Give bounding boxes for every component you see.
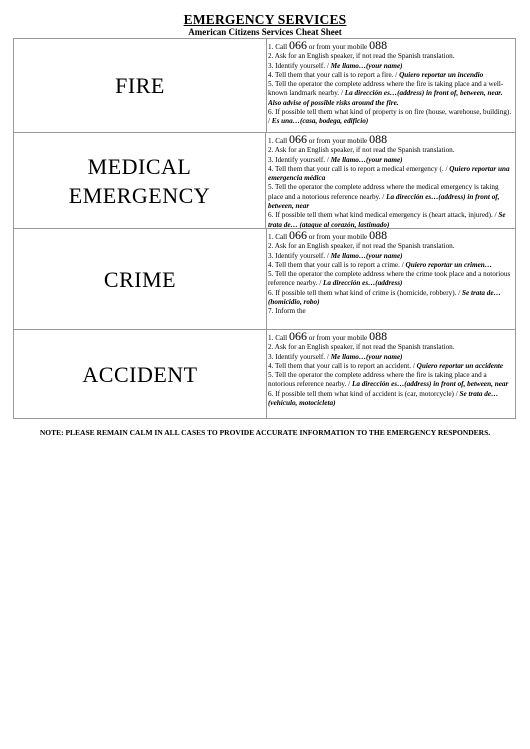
step-item: 5. Tell the operator the complete address where the crime took place and a notorious reference nearby. / La dirección es…(address) <box>268 270 511 288</box>
spanish-phrase: Quiero reportar un accidente <box>416 361 504 370</box>
spanish-phrase: Se trata de… (homicidio, robo) <box>268 288 501 307</box>
emergency-number: 066 <box>288 231 307 242</box>
spanish-phrase: Me llamo…(your name) <box>330 155 403 164</box>
emergency-number: 066 <box>288 135 307 146</box>
spanish-phrase: Se trata de… (ataque al corazón, lastimado) <box>268 211 506 228</box>
spanish-phrase: Quiero reportar un crimen… <box>405 260 492 269</box>
step-list <box>268 41 513 132</box>
mobile-number: 088 <box>369 41 388 52</box>
step-item: 2. Ask for an English speaker, if not read the Spanish translation. <box>268 242 455 251</box>
spanish-phrase: La dirección es…(address) <box>323 279 403 288</box>
step-call: 1. Call 066 or from your mobile 088 <box>268 332 513 343</box>
section-fire <box>14 39 515 133</box>
step-item: 3. Identify yourself. / Me llamo…(your name) <box>268 61 403 70</box>
step-item: 2. Ask for an English speaker, if not read the Spanish translation. <box>268 146 455 155</box>
spanish-phrase: La dirección es…(address) in front of, between, near <box>351 380 509 389</box>
step-item: 6. If possible tell them what kind medical emergency is (heart attack, injured). / Se trata de… (ataque al corazón, lastimado) <box>268 211 506 228</box>
step-item: 4. Tell them that your call is to report a fire. / Quiero reportar un incendio <box>268 70 484 79</box>
category-label: FIRE <box>14 39 267 132</box>
step-item: 3. Identify yourself. / Me llamo…(your name) <box>268 251 403 260</box>
step-item: 7. Inform the <box>268 307 306 316</box>
step-item: 5. Tell the operator the complete address where the fire is taking place and a notorious reference nearby. / La dirección es…(address) in front of, between, near <box>268 371 509 389</box>
step-list <box>268 332 513 418</box>
spanish-phrase: Me llamo…(your name) <box>330 352 403 361</box>
spanish-phrase: Quiero reportar una emergencia médica <box>268 164 510 183</box>
spanish-phrase: Es una…(casa, bodega, edificio) <box>271 117 369 126</box>
step-item: 3. Identify yourself. / Me llamo…(your name) <box>268 352 403 361</box>
section-medical-emergency <box>14 133 515 229</box>
step-item: 4. Tell them that your call is to report a medical emergency (. / Quiero reportar una emergencia médica <box>268 164 510 183</box>
step-item: 4. Tell them that your call is to report an accident. / Quiero reportar un accidente <box>268 361 504 370</box>
mobile-number: 088 <box>369 332 388 343</box>
category-label: CRIME <box>14 229 267 329</box>
mobile-number: 088 <box>369 135 388 146</box>
step-item: 3. Identify yourself. / Me llamo…(your name) <box>268 155 403 164</box>
section-accident <box>14 330 515 418</box>
emergency-number: 066 <box>288 332 307 343</box>
step-item: 2. Ask for an English speaker, if not read the Spanish translation. <box>268 343 455 352</box>
category-label: ACCIDENT <box>14 330 267 418</box>
step-call: 1. Call 066 or from your mobile 088 <box>268 135 513 146</box>
step-list <box>268 231 513 329</box>
step-list <box>268 135 513 228</box>
page-subtitle: American Citizens Services Cheat Sheet <box>188 27 342 37</box>
step-item: 6. If possible tell them what kind of property is on fire (house, warehouse, building). / Es una…(casa, bodega, edificio) <box>268 108 512 126</box>
step-item: 2. Ask for an English speaker, if not read the Spanish translation. <box>268 52 455 61</box>
category-label: MEDICAL EMERGENCY <box>14 133 266 228</box>
spanish-phrase: La dirección es…(address) in front of, between, near. Also advise of possible risks around the fire. <box>268 89 503 107</box>
spanish-phrase: Quiero reportar un incendio <box>399 70 484 79</box>
step-call: 1. Call 066 or from your mobile 088 <box>268 41 513 52</box>
spanish-phrase: Se trata de… (vehículo, motocicleta) <box>268 389 499 408</box>
cheat-sheet-table <box>13 38 516 419</box>
page-title: EMERGENCY SERVICES <box>183 12 347 27</box>
step-item: 5. Tell the operator the complete address where the fire is taking place and a well-known landmark nearby. / La dirección es…(address) in front of, between, near. Also advise of possible risks around the fire. <box>268 80 504 107</box>
footer-note: NOTE: PLEASE REMAIN CALM IN ALL CASES TO PROVIDE ACCURATE INFORMATION TO THE EMERGENCY RESPONDERS. <box>39 428 491 437</box>
section-crime <box>14 229 515 330</box>
emergency-number: 066 <box>288 41 307 52</box>
step-item: 6. If possible tell them what kind of accident is (car, motorcycle) / Se trata de… (vehículo, motocicleta) <box>268 389 499 408</box>
step-item: 5. Tell the operator the complete address where the medical emergency is taking place and a notorious reference nearby. / La dirección es…(address) in front of, between, near <box>268 183 500 211</box>
spanish-phrase: La dirección es…(address) in front of, between, near <box>268 192 500 211</box>
step-item: 4. Tell them that your call is to report a crime. / Quiero reportar un crimen… <box>268 260 492 269</box>
step-call: 1. Call 066 or from your mobile 088 <box>268 231 513 242</box>
step-item: 6. If possible tell them what kind of crime is (homicide, robbery). / Se trata de… (homicidio, robo) <box>268 288 501 307</box>
mobile-number: 088 <box>369 231 388 242</box>
spanish-phrase: Me llamo…(your name) <box>330 251 403 260</box>
spanish-phrase: Me llamo…(your name) <box>330 61 403 70</box>
